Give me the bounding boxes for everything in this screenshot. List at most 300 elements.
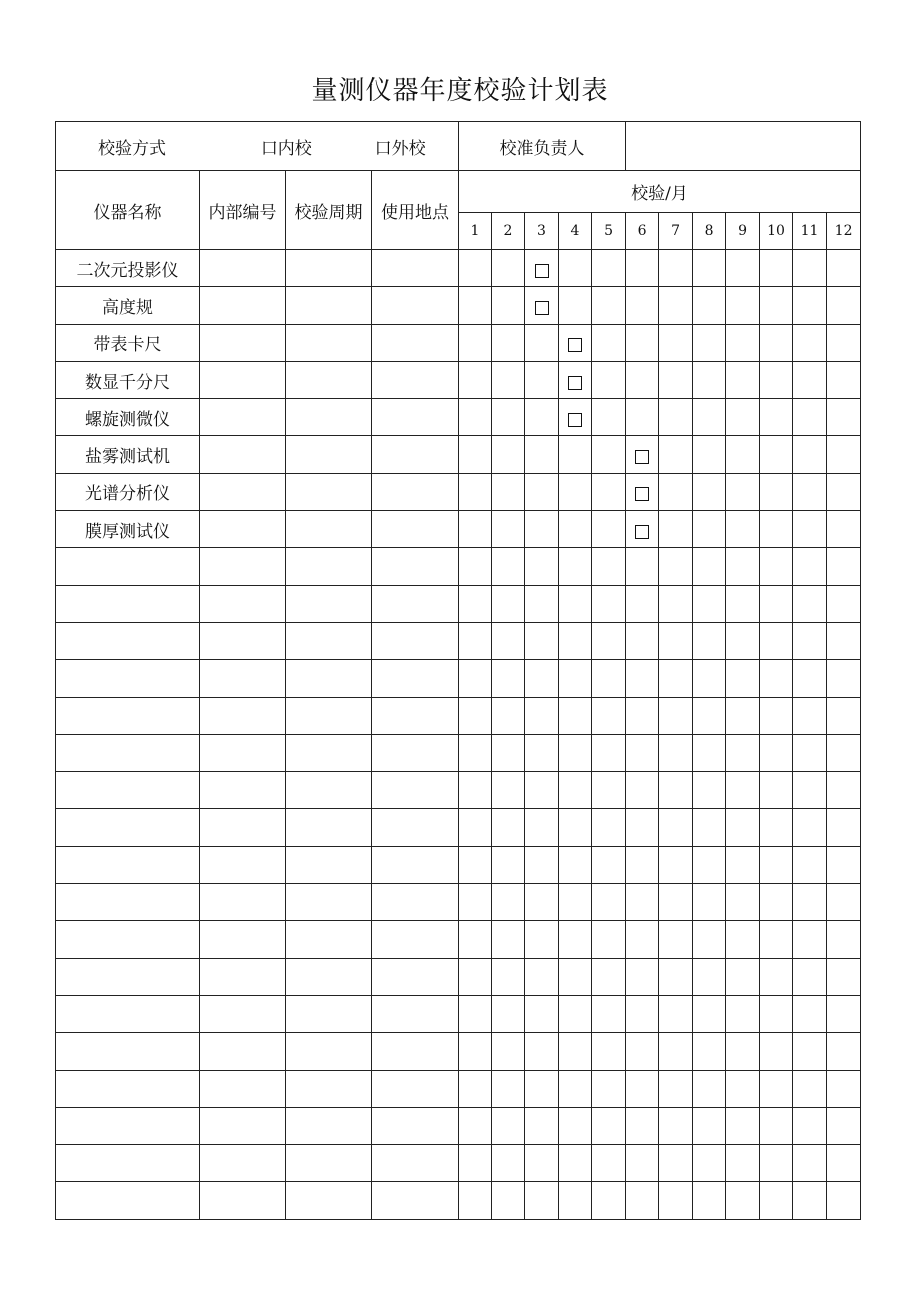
month-cell-9[interactable] [726, 585, 760, 622]
month-cell-9[interactable] [726, 1145, 760, 1182]
month-cell-10[interactable] [760, 622, 793, 659]
month-cell-5[interactable] [592, 399, 626, 436]
month-cell-5[interactable] [592, 1107, 626, 1144]
month-cell-9[interactable] [726, 622, 760, 659]
month-cell-7[interactable] [659, 511, 693, 548]
month-cell-11[interactable] [793, 1033, 827, 1070]
month-cell-9[interactable] [726, 399, 760, 436]
month-cell-7[interactable] [659, 399, 693, 436]
month-cell-1[interactable] [459, 399, 492, 436]
month-cell-4[interactable] [559, 1033, 592, 1070]
location-cell[interactable] [372, 399, 459, 436]
location-cell[interactable] [372, 995, 459, 1032]
instrument-name-cell[interactable]: 二次元投影仪 [56, 250, 200, 287]
cycle-cell[interactable] [286, 1033, 372, 1070]
month-cell-4[interactable] [559, 884, 592, 921]
month-cell-6[interactable] [626, 734, 659, 771]
month-cell-4[interactable] [559, 846, 592, 883]
month-cell-6[interactable] [626, 772, 659, 809]
month-cell-9[interactable] [726, 884, 760, 921]
month-cell-12[interactable] [827, 921, 861, 958]
month-cell-5[interactable] [592, 511, 626, 548]
month-cell-5[interactable] [592, 846, 626, 883]
month-cell-6[interactable] [626, 995, 659, 1032]
month-cell-11[interactable] [793, 324, 827, 361]
month-cell-9[interactable] [726, 921, 760, 958]
month-cell-8[interactable] [693, 250, 726, 287]
month-cell-4[interactable] [559, 995, 592, 1032]
cycle-cell[interactable] [286, 361, 372, 398]
month-cell-9[interactable] [726, 361, 760, 398]
month-cell-1[interactable] [459, 995, 492, 1032]
location-cell[interactable] [372, 250, 459, 287]
month-cell-2[interactable] [492, 548, 525, 585]
checkbox-icon[interactable] [568, 338, 582, 352]
month-cell-10[interactable] [760, 1145, 793, 1182]
month-cell-3[interactable] [525, 772, 559, 809]
month-cell-3[interactable] [525, 846, 559, 883]
month-cell-9[interactable] [726, 772, 760, 809]
internal-no-cell[interactable] [200, 1033, 286, 1070]
month-cell-12[interactable] [827, 1107, 861, 1144]
month-cell-5[interactable] [592, 1145, 626, 1182]
cycle-cell[interactable] [286, 1107, 372, 1144]
month-cell-11[interactable] [793, 884, 827, 921]
month-cell-5[interactable] [592, 585, 626, 622]
checkbox-icon[interactable] [635, 525, 649, 539]
month-cell-1[interactable] [459, 473, 492, 510]
month-cell-1[interactable] [459, 436, 492, 473]
month-cell-10[interactable] [760, 772, 793, 809]
cycle-cell[interactable] [286, 846, 372, 883]
month-cell-12[interactable] [827, 511, 861, 548]
month-cell-2[interactable] [492, 846, 525, 883]
month-cell-4[interactable] [559, 585, 592, 622]
month-cell-4[interactable] [559, 548, 592, 585]
month-cell-1[interactable] [459, 660, 492, 697]
internal-no-cell[interactable] [200, 884, 286, 921]
month-cell-5[interactable] [592, 697, 626, 734]
month-cell-2[interactable] [492, 399, 525, 436]
month-cell-4[interactable] [559, 511, 592, 548]
month-cell-12[interactable] [827, 399, 861, 436]
cycle-cell[interactable] [286, 1070, 372, 1107]
month-cell-6[interactable] [626, 511, 659, 548]
month-cell-2[interactable] [492, 511, 525, 548]
checkbox-icon[interactable] [568, 376, 582, 390]
month-cell-8[interactable] [693, 622, 726, 659]
month-cell-7[interactable] [659, 1182, 693, 1219]
month-cell-4[interactable] [559, 250, 592, 287]
month-cell-10[interactable] [760, 361, 793, 398]
instrument-name-cell[interactable]: 盐雾测试机 [56, 436, 200, 473]
month-cell-4[interactable] [559, 287, 592, 324]
month-cell-10[interactable] [760, 250, 793, 287]
location-cell[interactable] [372, 548, 459, 585]
month-cell-6[interactable] [626, 250, 659, 287]
month-cell-4[interactable] [559, 622, 592, 659]
month-cell-2[interactable] [492, 995, 525, 1032]
month-cell-8[interactable] [693, 287, 726, 324]
month-cell-9[interactable] [726, 809, 760, 846]
month-cell-8[interactable] [693, 1182, 726, 1219]
month-cell-8[interactable] [693, 660, 726, 697]
month-cell-11[interactable] [793, 734, 827, 771]
month-cell-7[interactable] [659, 287, 693, 324]
month-cell-5[interactable] [592, 921, 626, 958]
month-cell-7[interactable] [659, 1107, 693, 1144]
option-external[interactable]: 口外校 [374, 138, 426, 159]
cycle-cell[interactable] [286, 622, 372, 659]
month-cell-9[interactable] [726, 324, 760, 361]
month-cell-5[interactable] [592, 548, 626, 585]
month-cell-3[interactable] [525, 995, 559, 1032]
month-cell-9[interactable] [726, 697, 760, 734]
month-cell-5[interactable] [592, 995, 626, 1032]
month-cell-3[interactable] [525, 660, 559, 697]
location-cell[interactable] [372, 846, 459, 883]
month-cell-5[interactable] [592, 1070, 626, 1107]
month-cell-4[interactable] [559, 921, 592, 958]
month-cell-10[interactable] [760, 660, 793, 697]
instrument-name-cell[interactable] [56, 1033, 200, 1070]
instrument-name-cell[interactable] [56, 622, 200, 659]
internal-no-cell[interactable] [200, 287, 286, 324]
month-cell-12[interactable] [827, 958, 861, 995]
month-cell-4[interactable] [559, 772, 592, 809]
month-cell-3[interactable] [525, 436, 559, 473]
month-cell-9[interactable] [726, 436, 760, 473]
instrument-name-cell[interactable] [56, 958, 200, 995]
month-cell-4[interactable] [559, 361, 592, 398]
instrument-name-cell[interactable] [56, 884, 200, 921]
month-cell-11[interactable] [793, 511, 827, 548]
month-cell-3[interactable] [525, 361, 559, 398]
month-cell-2[interactable] [492, 622, 525, 659]
month-cell-12[interactable] [827, 995, 861, 1032]
location-cell[interactable] [372, 734, 459, 771]
month-cell-1[interactable] [459, 734, 492, 771]
cycle-cell[interactable] [286, 1182, 372, 1219]
month-cell-10[interactable] [760, 436, 793, 473]
month-cell-3[interactable] [525, 1033, 559, 1070]
month-cell-7[interactable] [659, 622, 693, 659]
month-cell-8[interactable] [693, 884, 726, 921]
month-cell-10[interactable] [760, 1107, 793, 1144]
month-cell-4[interactable] [559, 1070, 592, 1107]
month-cell-5[interactable] [592, 1182, 626, 1219]
responsible-value[interactable] [626, 122, 861, 171]
month-cell-8[interactable] [693, 772, 726, 809]
month-cell-2[interactable] [492, 1182, 525, 1219]
month-cell-7[interactable] [659, 697, 693, 734]
month-cell-2[interactable] [492, 809, 525, 846]
internal-no-cell[interactable] [200, 958, 286, 995]
cycle-cell[interactable] [286, 585, 372, 622]
month-cell-11[interactable] [793, 436, 827, 473]
month-cell-7[interactable] [659, 884, 693, 921]
month-cell-11[interactable] [793, 772, 827, 809]
location-cell[interactable] [372, 884, 459, 921]
month-cell-5[interactable] [592, 473, 626, 510]
instrument-name-cell[interactable]: 高度规 [56, 287, 200, 324]
month-cell-1[interactable] [459, 846, 492, 883]
month-cell-8[interactable] [693, 1033, 726, 1070]
cycle-cell[interactable] [286, 473, 372, 510]
month-cell-3[interactable] [525, 697, 559, 734]
internal-no-cell[interactable] [200, 548, 286, 585]
month-cell-5[interactable] [592, 884, 626, 921]
month-cell-7[interactable] [659, 846, 693, 883]
month-cell-11[interactable] [793, 846, 827, 883]
location-cell[interactable] [372, 287, 459, 324]
month-cell-9[interactable] [726, 734, 760, 771]
month-cell-9[interactable] [726, 511, 760, 548]
month-cell-2[interactable] [492, 697, 525, 734]
month-cell-10[interactable] [760, 585, 793, 622]
month-cell-6[interactable] [626, 1182, 659, 1219]
location-cell[interactable] [372, 1107, 459, 1144]
internal-no-cell[interactable] [200, 585, 286, 622]
month-cell-8[interactable] [693, 809, 726, 846]
month-cell-9[interactable] [726, 1107, 760, 1144]
month-cell-8[interactable] [693, 697, 726, 734]
month-cell-8[interactable] [693, 473, 726, 510]
month-cell-12[interactable] [827, 1182, 861, 1219]
month-cell-1[interactable] [459, 1070, 492, 1107]
month-cell-11[interactable] [793, 1182, 827, 1219]
month-cell-10[interactable] [760, 1182, 793, 1219]
option-internal[interactable]: 口内校 [260, 138, 312, 159]
month-cell-1[interactable] [459, 622, 492, 659]
instrument-name-cell[interactable] [56, 697, 200, 734]
month-cell-5[interactable] [592, 1033, 626, 1070]
location-cell[interactable] [372, 772, 459, 809]
internal-no-cell[interactable] [200, 995, 286, 1032]
location-cell[interactable] [372, 697, 459, 734]
month-cell-10[interactable] [760, 846, 793, 883]
month-cell-10[interactable] [760, 548, 793, 585]
month-cell-3[interactable] [525, 585, 559, 622]
month-cell-2[interactable] [492, 1070, 525, 1107]
month-cell-4[interactable] [559, 1145, 592, 1182]
internal-no-cell[interactable] [200, 1107, 286, 1144]
month-cell-11[interactable] [793, 660, 827, 697]
instrument-name-cell[interactable]: 数显千分尺 [56, 361, 200, 398]
month-cell-8[interactable] [693, 585, 726, 622]
month-cell-5[interactable] [592, 287, 626, 324]
month-cell-12[interactable] [827, 1145, 861, 1182]
month-cell-3[interactable] [525, 921, 559, 958]
month-cell-4[interactable] [559, 436, 592, 473]
month-cell-2[interactable] [492, 473, 525, 510]
month-cell-9[interactable] [726, 1033, 760, 1070]
month-cell-8[interactable] [693, 361, 726, 398]
month-cell-7[interactable] [659, 361, 693, 398]
month-cell-9[interactable] [726, 548, 760, 585]
month-cell-7[interactable] [659, 734, 693, 771]
cycle-cell[interactable] [286, 250, 372, 287]
month-cell-4[interactable] [559, 660, 592, 697]
month-cell-6[interactable] [626, 1145, 659, 1182]
month-cell-8[interactable] [693, 734, 726, 771]
month-cell-3[interactable] [525, 622, 559, 659]
month-cell-7[interactable] [659, 921, 693, 958]
month-cell-3[interactable] [525, 548, 559, 585]
month-cell-2[interactable] [492, 287, 525, 324]
month-cell-1[interactable] [459, 250, 492, 287]
month-cell-6[interactable] [626, 884, 659, 921]
month-cell-1[interactable] [459, 1145, 492, 1182]
internal-no-cell[interactable] [200, 660, 286, 697]
month-cell-11[interactable] [793, 250, 827, 287]
month-cell-5[interactable] [592, 809, 626, 846]
cycle-cell[interactable] [286, 399, 372, 436]
cycle-cell[interactable] [286, 995, 372, 1032]
month-cell-12[interactable] [827, 548, 861, 585]
month-cell-4[interactable] [559, 1107, 592, 1144]
location-cell[interactable] [372, 660, 459, 697]
month-cell-12[interactable] [827, 250, 861, 287]
month-cell-4[interactable] [559, 734, 592, 771]
month-cell-5[interactable] [592, 958, 626, 995]
month-cell-11[interactable] [793, 473, 827, 510]
month-cell-2[interactable] [492, 436, 525, 473]
instrument-name-cell[interactable] [56, 585, 200, 622]
month-cell-4[interactable] [559, 809, 592, 846]
month-cell-10[interactable] [760, 473, 793, 510]
instrument-name-cell[interactable] [56, 921, 200, 958]
month-cell-2[interactable] [492, 1107, 525, 1144]
month-cell-6[interactable] [626, 585, 659, 622]
month-cell-1[interactable] [459, 921, 492, 958]
location-cell[interactable] [372, 809, 459, 846]
month-cell-8[interactable] [693, 995, 726, 1032]
month-cell-10[interactable] [760, 995, 793, 1032]
month-cell-7[interactable] [659, 1033, 693, 1070]
month-cell-3[interactable] [525, 287, 559, 324]
cycle-cell[interactable] [286, 324, 372, 361]
month-cell-9[interactable] [726, 287, 760, 324]
internal-no-cell[interactable] [200, 1070, 286, 1107]
instrument-name-cell[interactable] [56, 1070, 200, 1107]
location-cell[interactable] [372, 1182, 459, 1219]
cycle-cell[interactable] [286, 697, 372, 734]
checkbox-icon[interactable] [635, 487, 649, 501]
checkbox-icon[interactable] [635, 450, 649, 464]
month-cell-11[interactable] [793, 958, 827, 995]
month-cell-10[interactable] [760, 921, 793, 958]
month-cell-6[interactable] [626, 473, 659, 510]
location-cell[interactable] [372, 585, 459, 622]
month-cell-1[interactable] [459, 884, 492, 921]
cycle-cell[interactable] [286, 772, 372, 809]
instrument-name-cell[interactable]: 螺旋测微仪 [56, 399, 200, 436]
internal-no-cell[interactable] [200, 734, 286, 771]
month-cell-1[interactable] [459, 511, 492, 548]
month-cell-5[interactable] [592, 622, 626, 659]
location-cell[interactable] [372, 921, 459, 958]
cycle-cell[interactable] [286, 660, 372, 697]
month-cell-12[interactable] [827, 287, 861, 324]
checkbox-icon[interactable] [568, 413, 582, 427]
month-cell-12[interactable] [827, 734, 861, 771]
cycle-cell[interactable] [286, 436, 372, 473]
month-cell-8[interactable] [693, 1107, 726, 1144]
month-cell-6[interactable] [626, 436, 659, 473]
month-cell-9[interactable] [726, 250, 760, 287]
month-cell-1[interactable] [459, 1182, 492, 1219]
cycle-cell[interactable] [286, 809, 372, 846]
instrument-name-cell[interactable] [56, 809, 200, 846]
instrument-name-cell[interactable] [56, 660, 200, 697]
location-cell[interactable] [372, 324, 459, 361]
month-cell-4[interactable] [559, 1182, 592, 1219]
month-cell-8[interactable] [693, 958, 726, 995]
month-cell-12[interactable] [827, 1033, 861, 1070]
month-cell-1[interactable] [459, 1033, 492, 1070]
location-cell[interactable] [372, 511, 459, 548]
month-cell-3[interactable] [525, 511, 559, 548]
month-cell-6[interactable] [626, 809, 659, 846]
instrument-name-cell[interactable] [56, 772, 200, 809]
month-cell-5[interactable] [592, 250, 626, 287]
month-cell-5[interactable] [592, 324, 626, 361]
month-cell-1[interactable] [459, 287, 492, 324]
month-cell-7[interactable] [659, 995, 693, 1032]
cycle-cell[interactable] [286, 1145, 372, 1182]
month-cell-9[interactable] [726, 995, 760, 1032]
month-cell-10[interactable] [760, 324, 793, 361]
month-cell-1[interactable] [459, 585, 492, 622]
internal-no-cell[interactable] [200, 1145, 286, 1182]
instrument-name-cell[interactable] [56, 1145, 200, 1182]
location-cell[interactable] [372, 1033, 459, 1070]
cycle-cell[interactable] [286, 734, 372, 771]
month-cell-10[interactable] [760, 958, 793, 995]
month-cell-6[interactable] [626, 399, 659, 436]
location-cell[interactable] [372, 958, 459, 995]
location-cell[interactable] [372, 622, 459, 659]
instrument-name-cell[interactable]: 光谱分析仪 [56, 473, 200, 510]
month-cell-11[interactable] [793, 622, 827, 659]
month-cell-3[interactable] [525, 324, 559, 361]
month-cell-3[interactable] [525, 1182, 559, 1219]
month-cell-11[interactable] [793, 921, 827, 958]
instrument-name-cell[interactable] [56, 1182, 200, 1219]
month-cell-12[interactable] [827, 1070, 861, 1107]
month-cell-3[interactable] [525, 399, 559, 436]
month-cell-3[interactable] [525, 809, 559, 846]
month-cell-5[interactable] [592, 361, 626, 398]
instrument-name-cell[interactable] [56, 846, 200, 883]
month-cell-6[interactable] [626, 622, 659, 659]
cycle-cell[interactable] [286, 511, 372, 548]
month-cell-4[interactable] [559, 697, 592, 734]
month-cell-3[interactable] [525, 250, 559, 287]
cycle-cell[interactable] [286, 958, 372, 995]
month-cell-12[interactable] [827, 436, 861, 473]
month-cell-7[interactable] [659, 473, 693, 510]
month-cell-3[interactable] [525, 1107, 559, 1144]
month-cell-6[interactable] [626, 361, 659, 398]
month-cell-1[interactable] [459, 548, 492, 585]
month-cell-11[interactable] [793, 1070, 827, 1107]
month-cell-11[interactable] [793, 548, 827, 585]
month-cell-6[interactable] [626, 287, 659, 324]
month-cell-7[interactable] [659, 1145, 693, 1182]
month-cell-3[interactable] [525, 1070, 559, 1107]
